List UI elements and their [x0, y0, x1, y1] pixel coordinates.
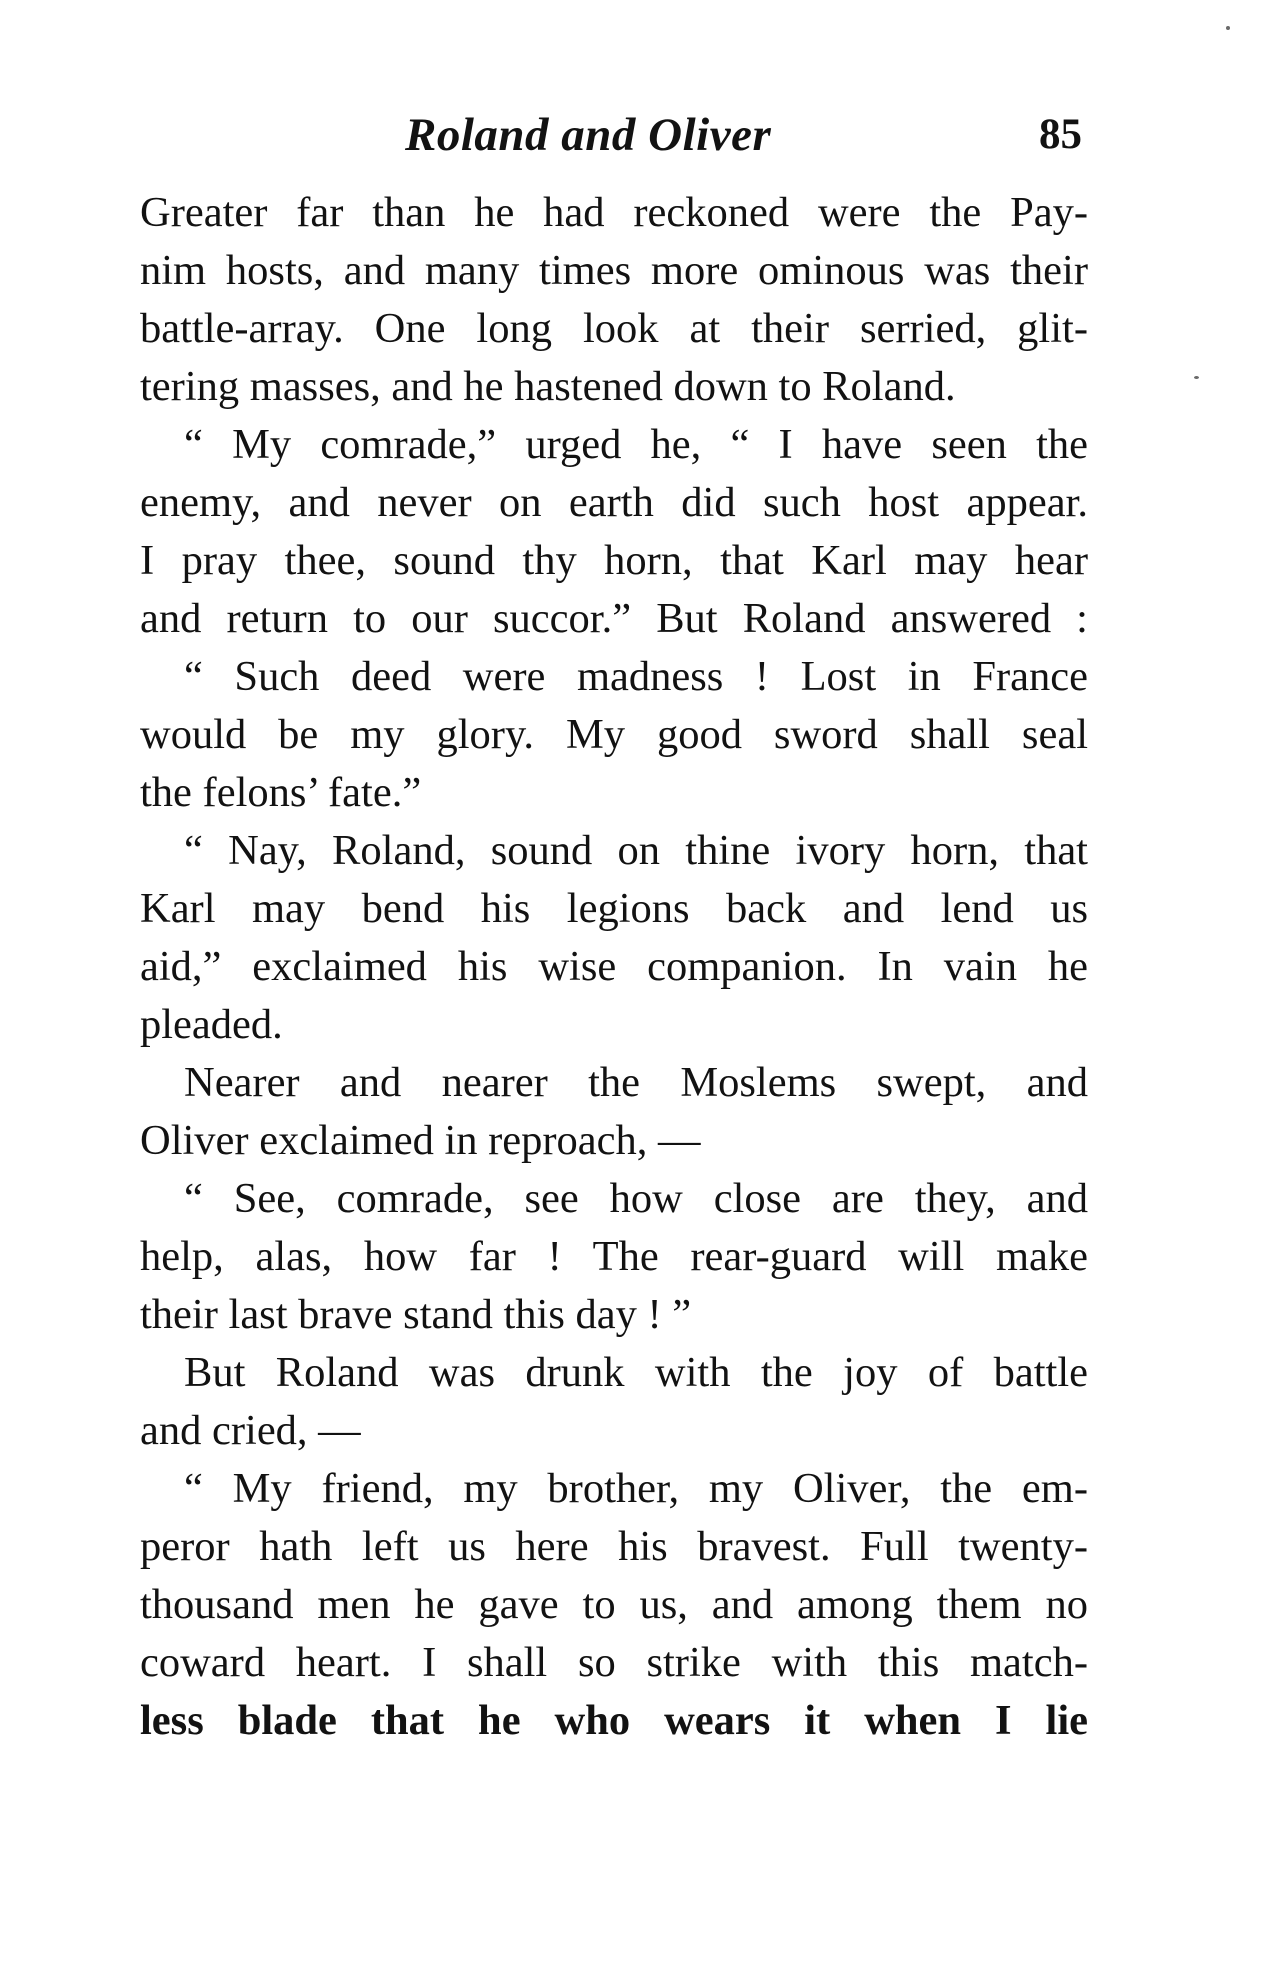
text-line: “ See, comrade, see how close are they, and — [184, 1175, 1088, 1222]
text-line: aid,” exclaimed his wise companion. In vain he — [140, 943, 1088, 990]
text-line: help, alas, how far ! The rear-guard will make — [140, 1233, 1088, 1280]
text-line: But Roland was drunk with the joy of battle — [184, 1349, 1088, 1396]
text-line: peror hath left us here his bravest. Full twenty- — [140, 1523, 1088, 1570]
paragraph — [140, 1344, 1088, 1460]
text-line: Greater far than he had reckoned were the Pay- — [140, 189, 1088, 236]
text-line: pleaded. — [140, 1001, 283, 1048]
running-head — [140, 100, 1088, 170]
paragraph — [140, 184, 1088, 416]
scan-speck — [1226, 26, 1230, 30]
running-title: Roland and Oliver — [405, 109, 772, 161]
paragraph — [140, 1054, 1088, 1170]
text-line: coward heart. I shall so strike with this match- — [140, 1639, 1088, 1686]
text-line: and return to our succor.” But Roland answered : — [140, 595, 1088, 642]
text-line: Nearer and nearer the Moslems swept, and — [184, 1059, 1088, 1106]
text-line: less blade that he who wears it when I lie — [140, 1697, 1088, 1744]
paragraph — [140, 1170, 1088, 1344]
text-line: “ My friend, my brother, my Oliver, the em- — [184, 1465, 1088, 1512]
text-line: thousand men he gave to us, and among them no — [140, 1581, 1088, 1628]
text-line: “ Such deed were madness ! Lost in France — [184, 653, 1088, 700]
text-line: enemy, and never on earth did such host appear. — [140, 479, 1088, 526]
text-line: their last brave stand this day ! ” — [140, 1291, 692, 1338]
paragraph — [140, 822, 1088, 1054]
text-line: I pray thee, sound thy horn, that Karl may hear — [140, 537, 1088, 584]
scan-speck — [1194, 376, 1199, 379]
book-page — [140, 100, 1088, 1750]
text-line: would be my glory. My good sword shall seal — [140, 711, 1088, 758]
text-line: nim hosts, and many times more ominous was their — [140, 247, 1088, 294]
text-line: tering masses, and he hastened down to Roland. — [140, 363, 956, 410]
paragraph — [140, 648, 1088, 822]
body-text — [140, 184, 1088, 1750]
text-line: Karl may bend his legions back and lend us — [140, 885, 1088, 932]
page-number: 85 — [1039, 111, 1082, 158]
text-line: the felons’ fate.” — [140, 769, 422, 816]
text-line: “ My comrade,” urged he, “ I have seen the — [184, 421, 1088, 468]
text-line: Oliver exclaimed in reproach, — — [140, 1117, 701, 1164]
text-line: “ Nay, Roland, sound on thine ivory horn, that — [184, 827, 1088, 874]
paragraph — [140, 416, 1088, 648]
text-line: battle-array. One long look at their serried, glit- — [140, 305, 1088, 352]
text-line: and cried, — — [140, 1407, 361, 1454]
paragraph — [140, 1460, 1088, 1750]
